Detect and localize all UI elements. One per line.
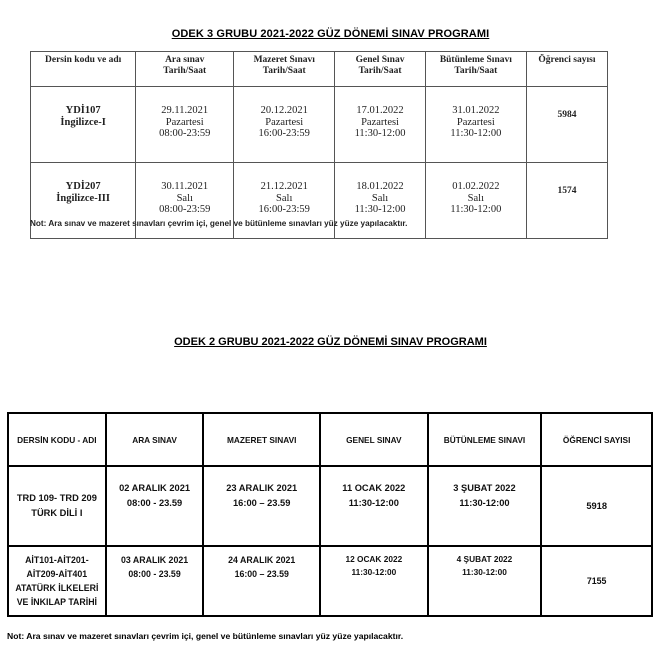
section1-note: Not: Ara sınav ve mazeret sınavları çevrim içi, genel ve bütünleme sınavları yüz yüze yapılacaktır. bbox=[30, 219, 408, 228]
genel-cell: 11 OCAK 2022 11:30-12:00 bbox=[320, 466, 428, 546]
course-cell: TRD 109- TRD 209 TÜRK DİLİ I bbox=[8, 466, 106, 546]
mazeret-cell: 20.12.2021 Pazartesi 16:00-23:59 bbox=[234, 87, 335, 163]
table-header-row bbox=[8, 413, 652, 466]
header-ara: Ara sınav Tarih/Saat bbox=[136, 52, 234, 87]
section1-title: ODEK 3 GRUBU 2021-2022 GÜZ DÖNEMİ SINAV PROGRAMI bbox=[171, 28, 490, 40]
ara-cell: 30.11.2021 Salı 08:00-23:59 bbox=[136, 163, 234, 239]
genel-cell: 17.01.2022 Pazartesi 11:30-12:00 bbox=[335, 87, 426, 163]
header-course: DERSİN KODU - ADI bbox=[8, 413, 106, 466]
header-course: Dersin kodu ve adı bbox=[31, 52, 136, 87]
header-ogrenci: ÖĞRENCİ SAYISI bbox=[541, 413, 652, 466]
section2-title: ODEK 2 GRUBU 2021-2022 GÜZ DÖNEMİ SINAV PROGRAMI bbox=[174, 336, 487, 348]
ara-cell: 29.11.2021 Pazartesi 08:00-23:59 bbox=[136, 87, 234, 163]
butunleme-cell: 01.02.2022 Salı 11:30-12:00 bbox=[425, 163, 526, 239]
ogrenci-cell: 7155 bbox=[541, 546, 652, 616]
header-butunleme: Bütünleme Sınavı Tarih/Saat bbox=[425, 52, 526, 87]
odek2-exam-table bbox=[7, 412, 653, 617]
butunleme-cell: 31.01.2022 Pazartesi 11:30-12:00 bbox=[425, 87, 526, 163]
odek3-exam-table bbox=[30, 51, 608, 239]
section2-note: Not: Ara sınav ve mazeret sınavları çevrim içi, genel ve bütünleme sınavları yüz yüze yapılacaktır. bbox=[7, 631, 404, 641]
table-row bbox=[31, 87, 608, 163]
mazeret-cell: 21.12.2021 Salı 16:00-23:59 bbox=[234, 163, 335, 239]
ogrenci-cell: 5918 bbox=[541, 466, 652, 546]
course-cell: YDİ207 İngilizce-III bbox=[31, 163, 136, 239]
table-row bbox=[8, 546, 652, 616]
mazeret-cell: 23 ARALIK 2021 16:00 – 23.59 bbox=[203, 466, 320, 546]
header-genel: Genel Sınav Tarih/Saat bbox=[335, 52, 426, 87]
table-header-row bbox=[31, 52, 608, 87]
course-cell: YDİ107 İngilizce-I bbox=[31, 87, 136, 163]
butunleme-cell: 4 ŞUBAT 2022 11:30-12:00 bbox=[428, 546, 542, 616]
mazeret-cell: 24 ARALIK 2021 16:00 – 23.59 bbox=[203, 546, 320, 616]
ara-cell: 03 ARALIK 2021 08:00 - 23.59 bbox=[106, 546, 204, 616]
course-cell: AİT101-AİT201- AİT209-AİT401 ATATÜRK İLKELERİ VE İNKILAP TARİHİ bbox=[8, 546, 106, 616]
header-genel: GENEL SINAV bbox=[320, 413, 428, 466]
header-mazeret: Mazeret Sınavı Tarih/Saat bbox=[234, 52, 335, 87]
butunleme-cell: 3 ŞUBAT 2022 11:30-12:00 bbox=[428, 466, 542, 546]
header-ara: ARA SINAV bbox=[106, 413, 204, 466]
ogrenci-cell: 5984 bbox=[526, 87, 607, 163]
ogrenci-cell: 1574 bbox=[526, 163, 607, 239]
ara-cell: 02 ARALIK 2021 08:00 - 23.59 bbox=[106, 466, 204, 546]
header-ogrenci: Öğrenci sayısı bbox=[526, 52, 607, 87]
header-mazeret: MAZERET SINAVI bbox=[203, 413, 320, 466]
table-row bbox=[8, 466, 652, 546]
genel-cell: 12 OCAK 2022 11:30-12:00 bbox=[320, 546, 428, 616]
genel-cell: 18.01.2022 Salı 11:30-12:00 bbox=[335, 163, 426, 239]
header-butunleme: BÜTÜNLEME SINAVI bbox=[428, 413, 542, 466]
